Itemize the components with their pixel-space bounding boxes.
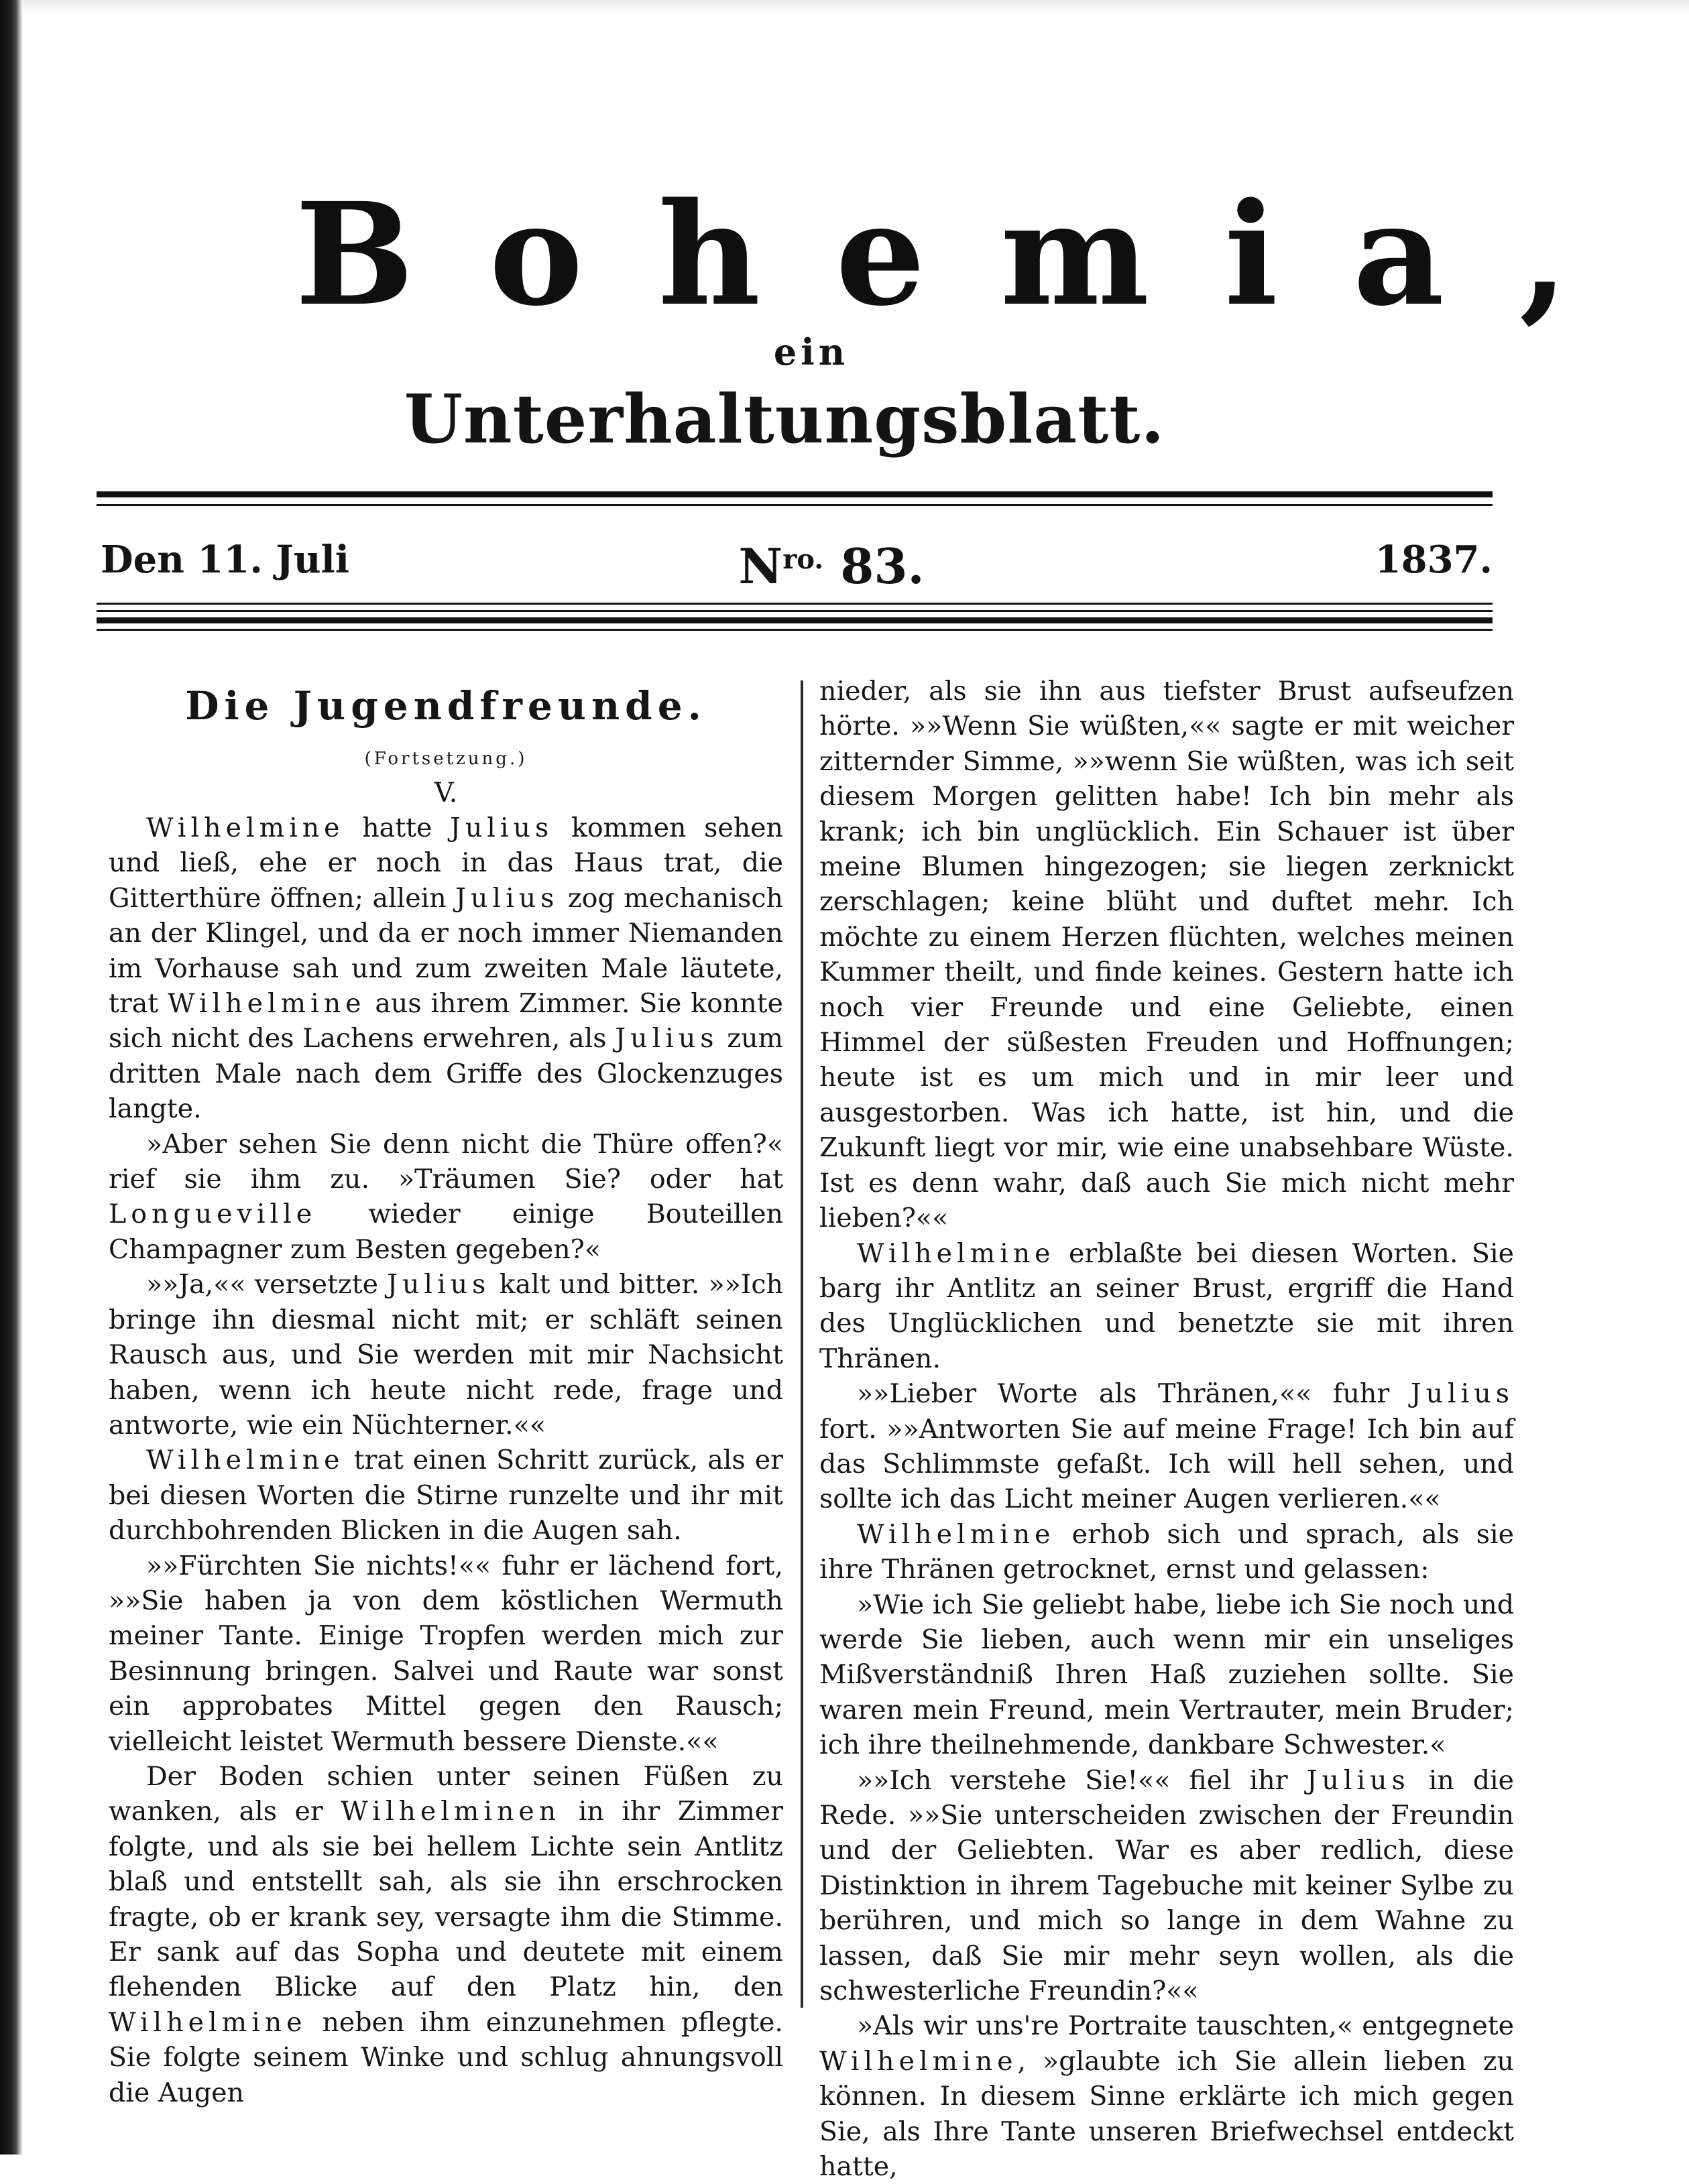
paragraph: »Aber sehen Sie denn nicht die Thüre offen?« rief sie ihm zu. »Träumen Sie? oder hat Longueville wieder einige Bouteillen Champagner zum Besten gegeben?« [109, 1128, 783, 1265]
article-chapter: V. [434, 778, 458, 808]
dateline-rule-1 [97, 603, 1493, 605]
paragraph: »Wie ich Sie geliebt habe, liebe ich Sie noch und werde Sie lieben, auch wenn mir ein unseliges Mißverständniß Ihren Haß zuziehen sollte. Sie waren mein Freund, mein Vertrauter, mein Bruder; ich ihre theilnehmende, dankbare Schwester.« [819, 1589, 1514, 1761]
column-divider [801, 680, 803, 2008]
article-title: Die Jugendfreunde. [185, 683, 707, 729]
dateline-rule-thick [97, 617, 1493, 623]
paragraph: nieder, als sie ihn aus tiefster Brust aufseufzen hörte. »»Wenn Sie wüßten,«« sagte er mit weicher zitternder Simme, »»wenn Sie wüßten, was ich seit diesem Morgen gelitten habe! Ich bin mehr als krank; ich bin unglücklich. Ein Schauer ist über meine Blumen hingezogen; sie liegen zerknickt zerschlagen; keine blüht und duftet mehr. Ich möchte zu einem Herzen flüchten, welches meinen Kummer theilt, und finde keines. Gestern hatte ich noch vier Freunde und eine Geliebte, einen Himmel der süßesten Freuden und Hoffnungen; heute ist es um mich und in mir leer und ausgestorben. Was ich hatte, ist hin, und die Zukunft liegt vor mir, wie eine unabsehbare Wüste. Ist es denn wahr, daß auch Sie mich nicht mehr lieben?«« [819, 676, 1514, 1234]
paragraph: »Als wir uns're Portraite tauschten,« entgegnete Wilhelmine, »glaubte ich Sie allein lieben zu können. In diesem Sinne erklärte ich mich gegen Sie, als Ihre Tante unseren Briefwechsel entdeckt hatte, [819, 2010, 1514, 2183]
dateline-rule-3 [97, 629, 1493, 631]
issue-superscript: ro. [782, 544, 824, 575]
issue-year: 1837. [1375, 538, 1493, 582]
scan-binding-edge [0, 0, 23, 2155]
issue-number-value: 83. [840, 538, 925, 595]
article-subtitle: (Fortsetzung.) [364, 749, 528, 769]
masthead-subtitle: Unterhaltungsblatt. [404, 379, 1165, 459]
masthead-rule-thin [97, 504, 1493, 506]
paragraph: »»Fürchten Sie nichts!«« fuhr er lächend fort, »»Sie haben ja von dem köstlichen Wermuth meiner Tante. Einige Tropfen werden mich zur Besinnung bringen. Salvei und Raute war sonst ein approbates Mittel gegen den Rausch; vielleicht leistet Wermuth bessere Dienste.«« [109, 1550, 783, 1757]
left-column [109, 674, 783, 2110]
paragraph: »»Ich verstehe Sie!«« fiel ihr Julius in die Rede. »»Sie unterscheiden zwischen der Freundin und der Geliebten. War es aber redlich, diese Distinktion in ihrem Tagebuche mit keiner Sylbe zu berühren, und mich so lange in dem Wahne zu lassen, daß Sie mir mehr seyn wollen, als die schwesterliche Freundin?«« [819, 1764, 1514, 2007]
issue-number [704, 530, 959, 595]
masthead-title: Bohemia, [295, 172, 1644, 337]
masthead-rule-thick [97, 491, 1493, 497]
paragraph: »»Lieber Worte als Thränen,«« fuhr Julius fort. »»Antworten Sie auf meine Frage! Ich bin auf das Schlimmste gefaßt. Ich will hell sehen, und sollte ich das Licht meiner Augen verlieren.«« [819, 1378, 1514, 1515]
paragraph: Wilhelmine erhob sich und sprach, als sie ihre Thränen getrocknet, ernst und gelassen: [819, 1518, 1514, 1585]
issue-date: Den 11. Juli [101, 538, 350, 582]
masthead-ein: ein [773, 330, 850, 373]
paragraph: Wilhelmine hatte Julius kommen sehen und ließ, ehe er noch in das Haus trat, die Gitterthüre öffnen; allein Julius zog mechanisch an der Klingel, und da er noch immer Niemanden im Vorhause sah und zum zweiten Male läutete, trat Wilhelmine aus ihrem Zimmer. Sie konnte sich nicht des Lachens erwehren, als Julius zum dritten Male nach dem Griffe des Glockenzuges langte. [109, 812, 783, 1125]
issue-prefix: N [738, 538, 783, 595]
paragraph: Der Boden schien unter seinen Füßen zu wanken, als er Wilhelminen in ihr Zimmer folgte, und als sie bei hellem Lichte sein Antlitz blaß und entstellt sah, als sie ihn erschrocken fragte, ob er krank sey, versagte ihm die Stimme. Er sank auf das Sopha und deutete mit einem flehenden Blicke auf den Platz hin, den Wilhelmine neben ihm einzunehmen pflegte. Sie folgte seinem Winke und schlug ahnungsvoll die Augen [109, 1760, 783, 2108]
scan-top-shadow [23, 0, 1689, 15]
paragraph: Wilhelmine trat einen Schritt zurück, als er bei diesen Worten die Stirne runzelte und ihr mit durchbohrenden Blicken in die Augen sah. [109, 1445, 783, 1546]
paragraph: Wilhelmine erblaßte bei diesen Worten. Sie barg ihr Antlitz an seiner Brust, ergriff die Hand des Unglücklichen und benetzte sie mit ihren Thränen. [819, 1237, 1514, 1374]
right-column [819, 674, 1514, 2184]
dateline-rule-2 [97, 610, 1493, 612]
paragraph: »»Ja,«« versetzte Julius kalt und bitter. »»Ich bringe ihn diesmal nicht mit; er schläft seinen Rausch aus, und Sie werden mit mir Nachsicht haben, wenn ich heute nicht rede, frage und antworte, wie ein Nüchterner.«« [109, 1269, 783, 1441]
